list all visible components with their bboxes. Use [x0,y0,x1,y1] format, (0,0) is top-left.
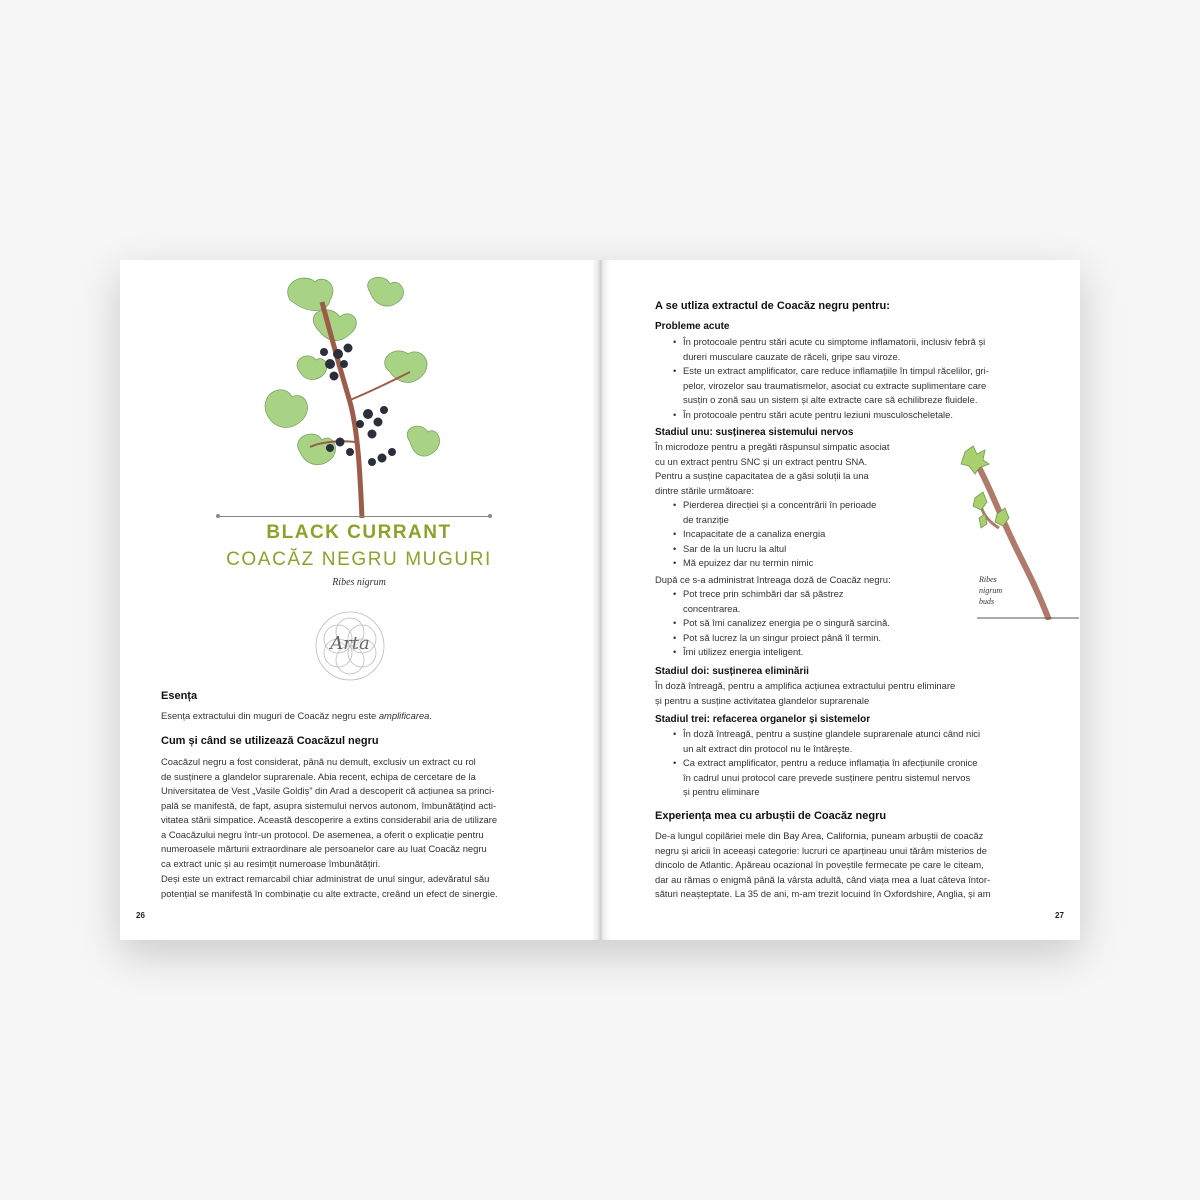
title-english: BLACK CURRANT [266,522,452,543]
experience-heading: Experiența mea cu arbuștii de Coacăz negru [655,810,887,822]
stage1-list [673,498,933,571]
list-item: • Îmi utilizez energia inteligent. [673,645,933,660]
list-item: • În doză întreagă, pentru a susține glandele suprarenale atunci când nici un alt extract din protocol nu le întărește. [673,727,1033,756]
list-item: • Pot să lucrez la un singur proiect până îl termin. [673,631,933,646]
list-item: • Pot să îmi canalizez energia pe o singură sarcină. [673,616,933,631]
title-divider [218,516,490,517]
list-item: • Mă epuizez dar nu termin nimic [673,556,933,571]
list-item: • Ca extract amplificator, pentru a reduce inflamația în afecțiunile cronice în cadrul unui protocol care prevede susținere pentru sistemul nervos și pentru eliminare [673,756,1033,800]
stage2-text: În doză întreagă, pentru a amplifica acțiunea extractului pentru eliminare și pentru a susține activitatea glandelor suprarenale [655,680,956,706]
usage-heading: Cum și când se utilizează Coacăzul negru [161,735,379,747]
book-spread [120,260,1080,940]
list-item: • Este un extract amplificator, care reduce inflamațiile în timpul răcelilor, gri- pelor, virozelor sau traumatismelor, asociat cu extracte suplimentare care susțin o zonă sau un sistem și alte extracte care să echilibreze fluidele. [673,364,1033,408]
esenta-text: Esența extractului din muguri de Coacăz negru este amplificarea. [161,710,432,721]
esenta-heading: Esența [161,690,198,702]
list-item: • În protocoale pentru stări acute cu simptome inflamatorii, inclusiv febră și dureri musculare cauzate de răceli, gripe sau viroze. [673,335,1033,364]
left-page [120,260,598,940]
stage1-after-list [673,587,933,660]
stage1-intro: În microdoze pentru a pregăti răspunsul simpatic asociat cu un extract pentru SNC și un extract pentru SNA. Pentru a susține capacitatea de a găsi soluții la una dintre stările următoare: [655,441,890,496]
usage-paragraph-1: Coacăzul negru a fost considerat, până nu demult, exclusiv un extract cu rol de susținere a glandelor suprarenale. Abia recent, echipa de cercetare de la Universitatea de Vest „Vasile Goldiș” din Arad a descoperit că acțiunea sa princi- pală se manifestă, de fapt, asupra sistemului nervos autonom, îmbunătățind acti- vitatea stării simpatice. Această descoperire a extins considerabil aria de utilizare a Coacăzului negru într-un protocol. De asemenea, a oferit o explicație pentru numeroasele mărturii extraordinare ale persoanelor care au luat Coacăz negru ca extract unic și au resimțit numeroase îmbunătățiri. [161,756,498,869]
list-item: • Pot trece prin schimbări dar să păstrez concentrarea. [673,587,933,616]
page-number-right: 27 [1055,911,1064,920]
list-item: • Incapacitate de a canaliza energia [673,527,933,542]
title-romanian: COACĂZ NEGRU MUGURI [226,549,492,570]
right-page [601,260,1080,940]
usage-paragraph-2: Deși este un extract remarcabil chiar administrat de unul singur, adevăratul său potențial se manifestă în combinație cu alte extracte, creând un efect de sinergie. [161,873,498,899]
bud-caption: Ribes nigrum buds [979,575,1003,606]
black-currant-illustration [260,272,460,518]
acute-list [673,335,1033,422]
acute-heading: Probleme acute [655,321,730,332]
arta-logo-text: Arta [330,633,370,654]
stage3-list [673,727,1033,800]
stage3-heading: Stadiul trei: refacerea organelor și sistemelor [655,714,871,725]
experience-paragraph: De-a lungul copilăriei mele din Bay Area, California, puneam arbuștii de coacăz negru și aricii în aceeași categorie: lucruri ce aparțineau unui tărâm misterios de dincolo de Atlantic. Apăreau ocazional în poveștile fermecate pe care le citeam, dar au rămas o enigmă până la vârsta adultă, când viața mea a luat câteva întor- sături neașteptate. La 35 de ani, m-am trezit locuind în Oxfordshire, Anglia, și am [655,830,991,899]
stage2-heading: Stadiul doi: susținerea eliminării [655,666,809,677]
stage1-heading: Stadiul unu: susținerea sistemului nervos [655,427,854,438]
stage1-after-intro: După ce s-a administrat întreaga doză de Coacăz negru: [655,574,891,585]
list-item: • Pierderea direcției și a concentrării în perioade de tranziție [673,498,933,527]
latin-name: Ribes nigrum [332,577,386,588]
book-gutter [592,260,610,940]
list-item: • În protocoale pentru stări acute pentru leziuni musculoscheletale. [673,408,1033,423]
page-number-left: 26 [136,911,145,920]
usage-main-heading: A se utliza extractul de Coacăz negru pentru: [655,300,890,312]
list-item: • Sar de la un lucru la altul [673,542,933,557]
